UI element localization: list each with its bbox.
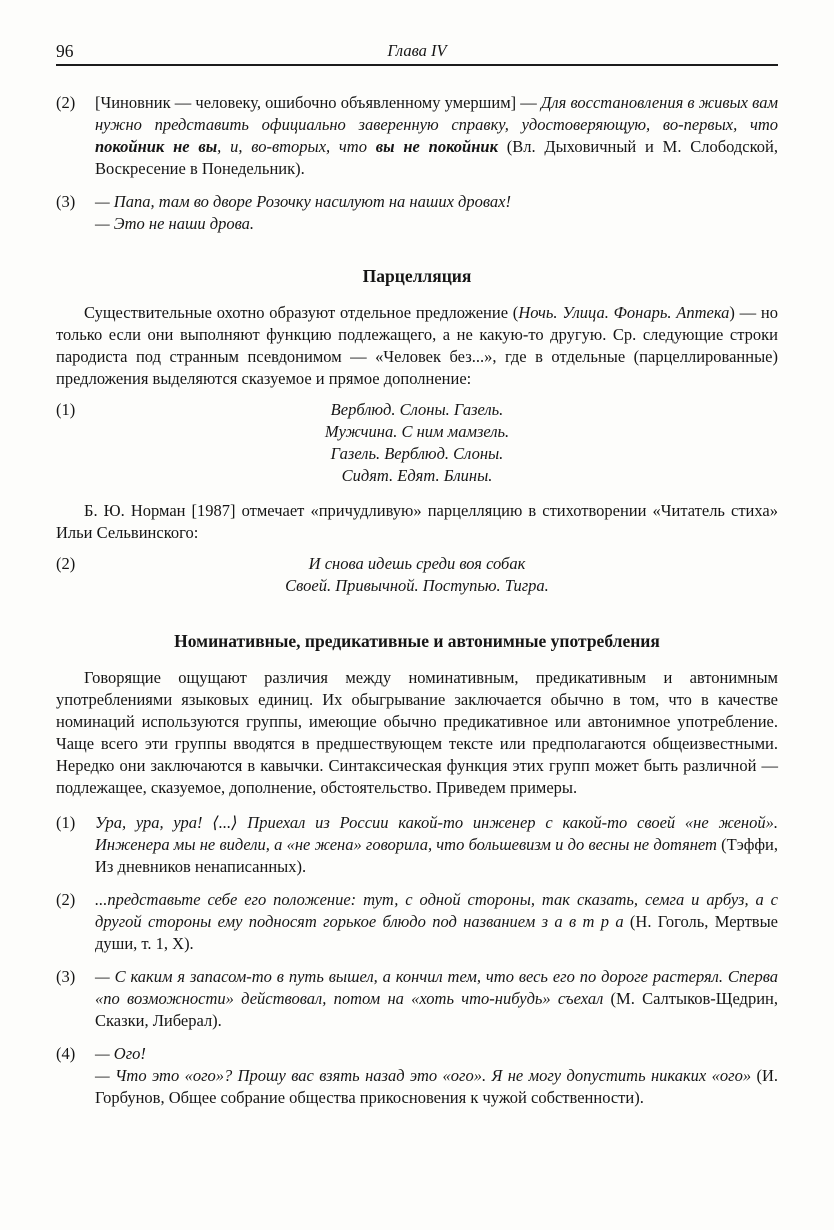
text-run: Существительные охотно образуют отдельное предложение ( — [84, 303, 519, 322]
verse-lines — [56, 553, 778, 597]
example-text — [95, 812, 778, 878]
dialog-line: — Папа, там во дворе Розочку насилуют на наших дровах! — [95, 192, 511, 211]
example-item-2-bottom — [56, 889, 778, 955]
text-run: ) — но только если они выполняют функцию подлежащего, а не какую-то другую. Ср. следующие строки пародиста под странным псевдонимом — «Человек без...», где в отдельные (парцеллированные) предложения выделяются сказуемое и прямое дополнение: — [56, 303, 779, 388]
verse-line: Своей. Привычной. Поступью. Тигра. — [285, 576, 549, 595]
page-header — [56, 40, 778, 66]
example-number: (4) — [56, 1044, 76, 1063]
verse-line: Газель. Верблюд. Слоны. — [330, 444, 504, 463]
text-run-italic: Для восстановления в живых вам нужно представить официально заверенную справку, удостоверяющую, во-первых, что — [95, 93, 778, 134]
text-run-italic: ...представьте себе его положение: тут, с одной стороны, так сказать, семга и арбуз, а с другой стороны ему подносят горькое блюдо под названием з а в т р а — [95, 890, 778, 931]
text-run: (Тэффи, Из дневников ненаписанных). — [95, 835, 778, 876]
text-run: (Н. Гоголь, Мертвые души, т. 1, X). — [95, 912, 778, 953]
text-run: (Вл. Дыховичный и М. Слободской, Воскресение в Понедельник). — [95, 137, 779, 178]
verse-line: Мужчина. С ним мамзель. — [324, 422, 510, 441]
section-heading-nominative: Номинативные, предикативные и автонимные употребления — [174, 631, 660, 651]
chapter-title: Глава IV — [387, 41, 447, 60]
example-text — [95, 1043, 778, 1109]
example-text — [95, 92, 778, 180]
paragraph — [56, 302, 778, 390]
paragraph: Б. Ю. Норман [1987] отмечает «причудливую» парцелляцию в стихотворении «Читатель стиха» Ильи Сельвинского: — [56, 501, 778, 542]
example-number: (1) — [56, 400, 76, 419]
text-run-bold-italic: вы не покойник — [375, 137, 498, 156]
example-paragraph — [95, 1065, 778, 1109]
example-item-2 — [56, 92, 778, 180]
text-run-italic: — С каким я запасом-то в путь вышел, а кончил тем, что весь его по дороге растерял. Сперва «по возможности» действовал, потом на «хоть что-нибудь» съехал — [95, 967, 778, 1008]
verse-lines — [56, 399, 778, 487]
page-content — [56, 92, 778, 1109]
text-run-italic: Ура, ура, ура! ⟨...⟩ Приехал из России какой-то инженер с какой-то своей «не женой». Инженера мы не видели, а «не жена» говорила, что большевизм и до весны не дотянет — [95, 813, 778, 854]
example-number: (2) — [56, 93, 76, 112]
text-run-italic: Ночь. Улица. Фонарь. Аптека — [518, 303, 730, 322]
example-text — [95, 966, 778, 1032]
verse-line: Сидят. Едят. Блины. — [341, 466, 493, 485]
verse-example-2 — [56, 553, 778, 597]
text-run-bold-italic: покойник не вы — [95, 137, 218, 156]
example-item-4-bottom — [56, 1043, 778, 1109]
text-run: (М. Салтыков-Щедрин, Сказки, Либерал). — [95, 989, 778, 1030]
dialog-line: — Ого! — [95, 1044, 146, 1063]
paragraph: Говорящие ощущают различия между номинативным, предикативным и автонимным употреблениями языковых единиц. Их обыгрывание заключается обычно в том, что в качестве номинаций используются группы, имеющие обычно предикативное или автонимное употребление. Чаще всего эти группы вводятся в предшествующем тексте или предполагаются общеизвестными. Нередко они заключаются в кавычки. Синтаксическая функция этих групп может быть различной — подлежащее, сказуемое, дополнение, обстоятельство. Приведем примеры. — [56, 668, 778, 797]
example-number: (3) — [56, 192, 76, 211]
text-run-italic: , и, во-вторых, что — [217, 137, 376, 156]
example-number: (2) — [56, 890, 76, 909]
example-number: (2) — [56, 554, 76, 573]
page-number: 96 — [56, 41, 74, 61]
example-text — [95, 191, 778, 235]
example-number: (1) — [56, 813, 76, 832]
text-run-italic: — Что это «ого»? Прошу вас взять назад это «ого». Я не могу допустить никаких «ого» — [95, 1066, 752, 1085]
example-number: (3) — [56, 967, 76, 986]
dialog-line: — Это не наши дрова. — [95, 214, 255, 233]
example-item-3-bottom — [56, 966, 778, 1032]
verse-example-1 — [56, 399, 778, 487]
text-run: (И. Горбунов, Общее собрание общества прикосновения к чужой собственности). — [95, 1066, 778, 1107]
example-item-3 — [56, 191, 778, 235]
example-text — [95, 889, 778, 955]
text-run: [Чиновник — человеку, ошибочно объявленному умершим] — — [95, 93, 541, 112]
verse-line: И снова идешь среди воя собак — [308, 554, 526, 573]
example-item-1-bottom — [56, 812, 778, 878]
verse-line: Верблюд. Слоны. Газель. — [330, 400, 504, 419]
section-heading-parcellation: Парцелляция — [362, 266, 472, 286]
